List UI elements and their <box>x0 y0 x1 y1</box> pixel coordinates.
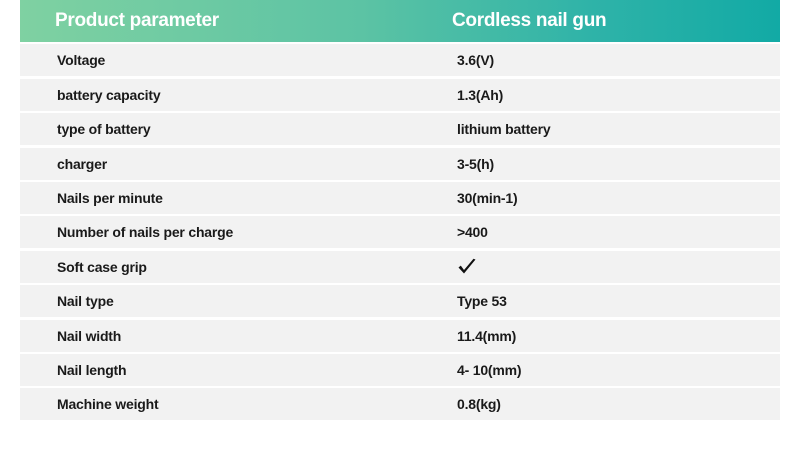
table-row <box>20 285 780 317</box>
row-label: Number of nails per charge <box>57 224 234 241</box>
row-value: 4- 10(mm) <box>457 361 522 378</box>
row-value: 0.8(kg) <box>457 396 501 413</box>
table-row <box>20 79 780 111</box>
table-row <box>20 113 780 145</box>
header-label: Product parameter <box>55 10 219 31</box>
row-value <box>455 258 477 276</box>
row-value: 3-5(h) <box>457 155 494 172</box>
row-label: battery capacity <box>57 86 161 103</box>
table-row <box>20 320 780 352</box>
row-label: Machine weight <box>57 396 159 413</box>
checkmark-icon <box>457 258 477 276</box>
header-value: Cordless nail gun <box>452 10 607 31</box>
row-label: Nail type <box>57 293 114 310</box>
row-label: Soft case grip <box>57 258 147 275</box>
table-row <box>20 216 780 248</box>
table-row <box>20 388 780 420</box>
row-label: Nail length <box>57 361 127 378</box>
table-row <box>20 354 780 386</box>
table-row <box>20 44 780 76</box>
row-label: Nail width <box>57 327 122 344</box>
row-value: Type 53 <box>457 293 507 310</box>
row-value: 1.3(Ah) <box>457 86 504 103</box>
spec-table <box>20 0 780 420</box>
row-value: lithium battery <box>457 121 551 138</box>
row-label: Nails per minute <box>57 189 163 206</box>
table-row <box>20 148 780 180</box>
row-label: charger <box>57 155 107 172</box>
row-value: 3.6(V) <box>457 52 494 69</box>
row-value: 11.4(mm) <box>457 327 517 344</box>
row-value: 30(min-1) <box>457 189 518 206</box>
row-value: >400 <box>457 224 488 241</box>
row-label: Voltage <box>57 52 106 69</box>
row-label: type of battery <box>57 121 151 138</box>
table-row <box>20 182 780 214</box>
table-row <box>20 251 780 283</box>
table-header <box>20 0 780 42</box>
